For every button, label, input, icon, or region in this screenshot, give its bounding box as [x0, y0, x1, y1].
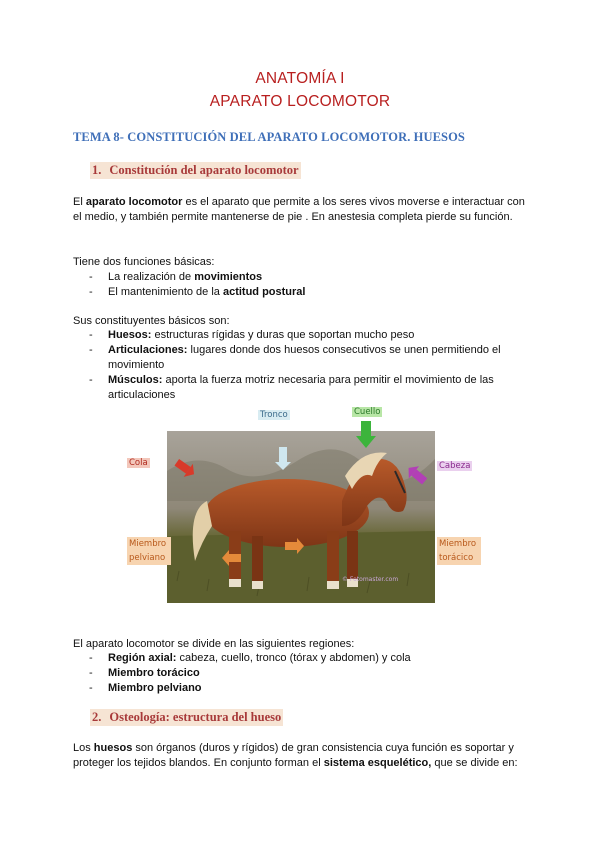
list-item: - Músculos: aporta la fuerza motriz necesaria para permitir el movimiento de las articulaciones	[89, 374, 494, 401]
item-text: aporta la fuerza motriz necesaria para permitir el movimiento de las articulaciones	[108, 374, 494, 401]
intro-bold: aparato locomotor	[85, 196, 183, 208]
huesos-text-1: Los	[73, 742, 94, 754]
arrow-cola-icon	[172, 455, 198, 481]
funciones-list	[89, 270, 529, 300]
section-2-heading	[90, 709, 283, 726]
item-bold: Miembro pelviano	[108, 682, 202, 694]
huesos-text-3: que se divide en:	[431, 757, 518, 769]
regiones-list	[89, 651, 529, 696]
label-miembro-toracico: Miembro torácico	[437, 537, 481, 565]
list-item: - Articulaciones: lugares donde dos huesos consecutivos se unen permitiendo el movimiento	[89, 344, 501, 371]
intro-post: es el aparato que permite a los seres vivos moverse e interactuar con el medio, y también permite mantenerse de pie . En anestesia completa pierde su función.	[73, 196, 525, 223]
item-text: La realización de	[108, 271, 195, 283]
section-1-number: 1.	[92, 163, 102, 177]
item-bold: actitud postural	[222, 286, 306, 298]
photo-watermark: © Fotomaster.com	[342, 576, 399, 583]
list-item: - Huesos: estructuras rígidas y duras que soportan mucho peso	[89, 329, 415, 341]
item-text: El mantenimiento de la	[108, 286, 223, 298]
list-item: - El mantenimiento de la actitud postural	[89, 286, 306, 298]
intro-pre: El	[73, 196, 86, 208]
huesos-bold-2: sistema esquelético,	[323, 757, 432, 769]
regiones-lead: El aparato locomotor se divide en las siguientes regiones:	[73, 638, 355, 650]
list-item: - Miembro pelviano	[89, 682, 202, 694]
doc-title-line1: ANATOMÍA I	[255, 70, 345, 87]
intro-paragraph	[73, 195, 528, 225]
item-bold: movimientos	[194, 271, 263, 283]
label-tronco: Tronco	[260, 410, 288, 420]
doc-title-line2: APARATO LOCOMOTOR	[209, 93, 391, 110]
section-2-title: Osteología: estructura del hueso	[109, 710, 282, 724]
tema-heading: TEMA 8- CONSTITUCIÓN DEL APARATO LOCOMOTOR. HUESOS	[73, 130, 465, 144]
label-cuello: Cuello	[354, 407, 381, 417]
huesos-paragraph	[73, 741, 528, 771]
item-text: estructuras rígidas y duras que soportan mucho peso	[151, 329, 415, 341]
section-1-heading	[90, 162, 301, 179]
item-text: lugares donde dos huesos consecutivos se unen permitiendo el movimiento	[108, 344, 501, 371]
section-1-title: Constitución del aparato locomotor	[109, 163, 299, 177]
item-bold: Miembro torácico	[108, 667, 200, 679]
funciones-lead: Tiene dos funciones básicas:	[73, 256, 215, 268]
huesos-text-2: son órganos (duros y rígidos) de gran consistencia cuya función es soportar y proteger los tejidos blandos. En conjunto forman el	[73, 742, 514, 769]
item-bold: Articulaciones:	[108, 344, 188, 356]
item-bold: Músculos:	[108, 374, 163, 386]
horse-photo	[167, 431, 435, 603]
label-miembro-pelviano: Miembro pelviano	[127, 537, 171, 565]
huesos-bold-1: huesos	[93, 742, 133, 754]
list-item: - Región axial: cabeza, cuello, tronco (tórax y abdomen) y cola	[89, 652, 411, 664]
label-cola: Cola	[129, 458, 148, 468]
arrow-cabeza-icon	[404, 462, 430, 488]
list-item: - Miembro torácico	[89, 667, 200, 679]
constituyentes-lead: Sus constituyentes básicos son:	[73, 315, 230, 327]
item-text: cabeza, cuello, tronco (tórax y abdomen) y cola	[176, 652, 411, 664]
label-cabeza: Cabeza	[439, 461, 471, 471]
arrow-cuello-icon	[356, 421, 376, 449]
constituyentes-list	[89, 328, 529, 403]
item-bold: Huesos:	[108, 329, 152, 341]
section-2-number: 2.	[92, 710, 102, 724]
item-bold: Región axial:	[108, 652, 177, 664]
list-item: - La realización de movimientos	[89, 271, 263, 283]
